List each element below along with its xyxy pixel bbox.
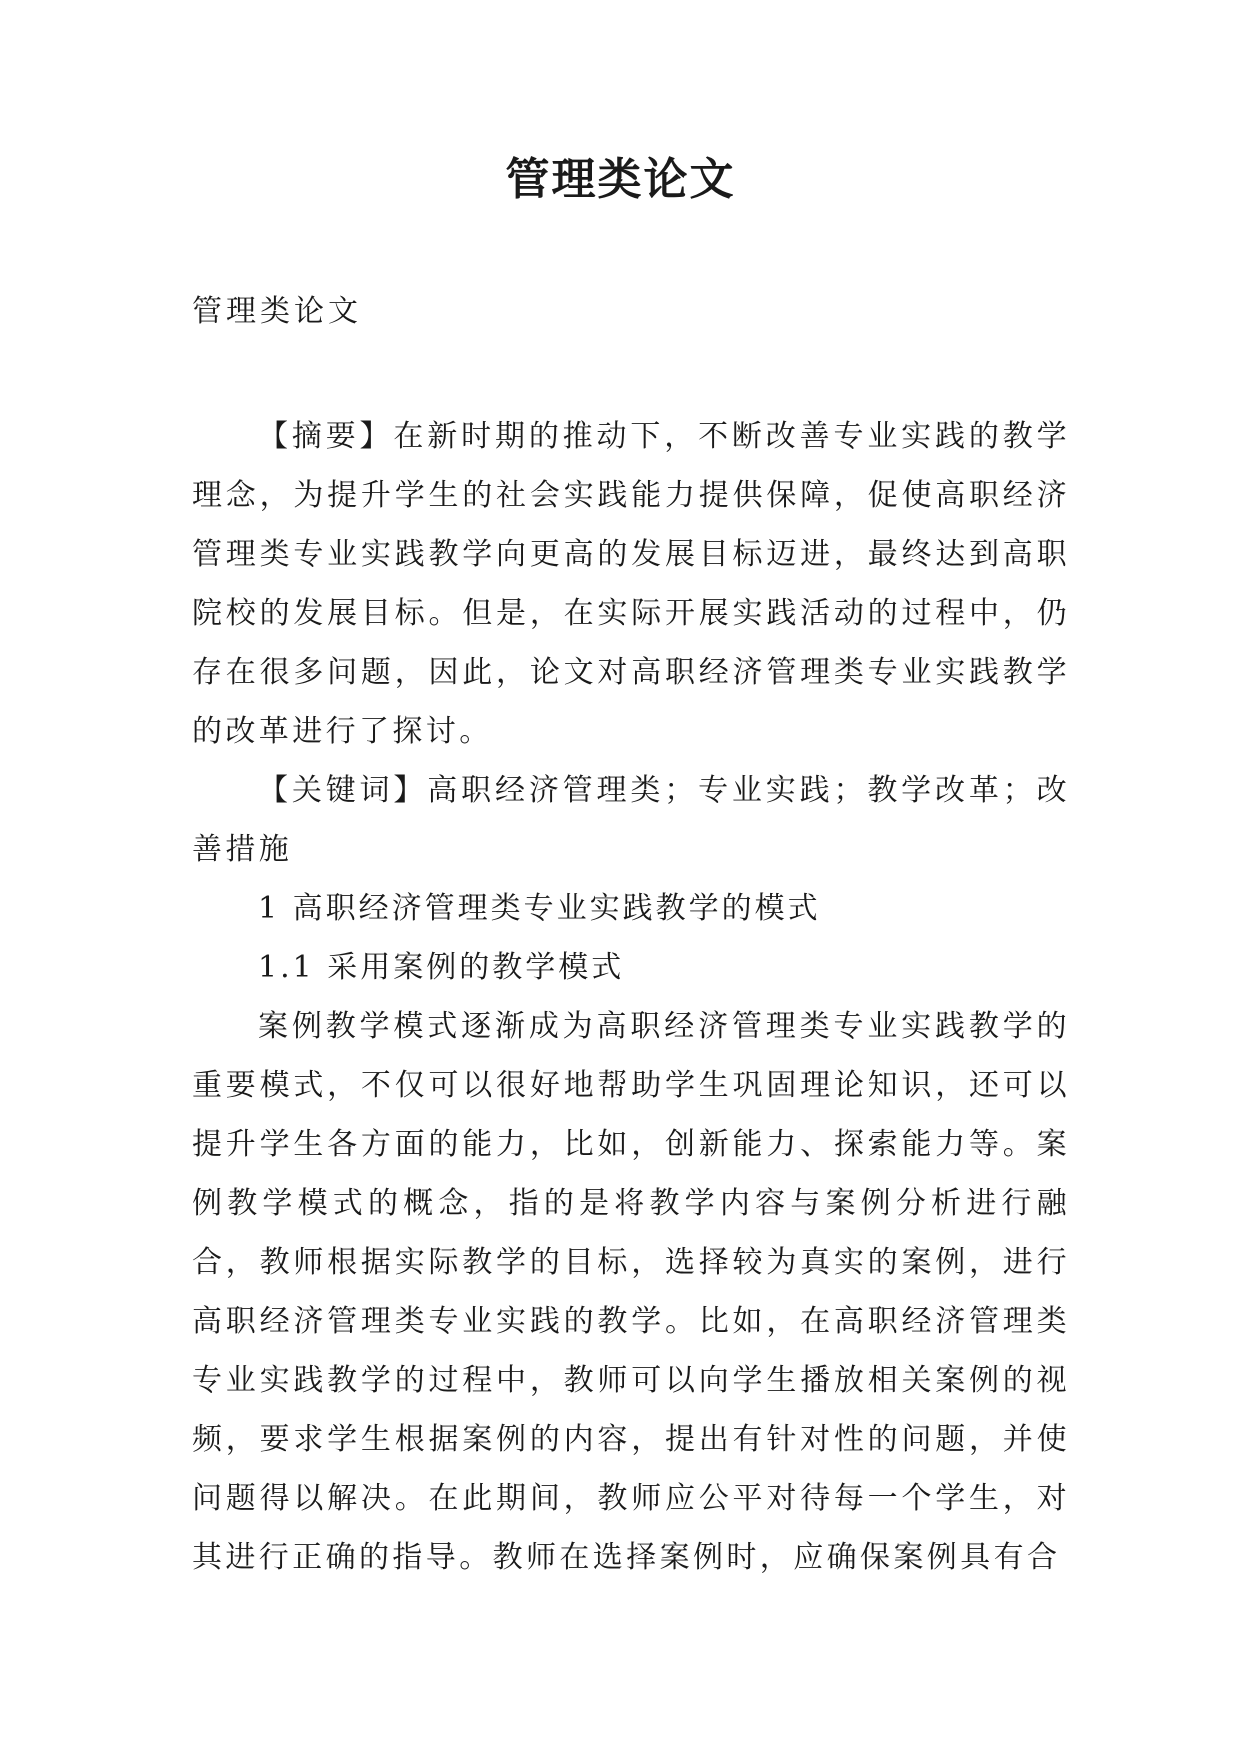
section-heading-1-1: 1.1 采用案例的教学模式: [258, 950, 625, 985]
document-body: [192, 407, 1070, 1587]
keywords-paragraph: 【关键词】高职经济管理类；专业实践；教学改革；改善措施: [192, 773, 1070, 867]
document-title: 管理类论文: [505, 154, 736, 205]
abstract-paragraph: 【摘要】在新时期的推动下，不断改善专业实践的教学理念，为提升学生的社会实践能力提供保障，促使高职经济管理类专业实践教学向更高的发展目标迈进，最终达到高职院校的发展目标。但是，在实际开展实践活动的过程中，仍存在很多问题，因此，论文对高职经济管理类专业实践教学的改革进行了探讨。: [192, 419, 1070, 749]
document-subtitle: 管理类论文: [192, 294, 362, 329]
section-heading-1: 1 高职经济管理类专业实践教学的模式: [258, 891, 821, 926]
body-paragraph: 案例教学模式逐渐成为高职经济管理类专业实践教学的重要模式，不仅可以很好地帮助学生巩固理论知识，还可以提升学生各方面的能力，比如，创新能力、探索能力等。案例教学模式的概念，指的是将教学内容与案例分析进行融合，教师根据实际教学的目标，选择较为真实的案例，进行高职经济管理类专业实践的教学。比如，在高职经济管理类专业实践教学的过程中，教师可以向学生播放相关案例的视频，要求学生根据案例的内容，提出有针对性的问题，并使问题得以解决。在此期间，教师应公平对待每一个学生，对其进行正确的指导。教师在选择案例时，应确保案例具有合: [192, 1009, 1070, 1575]
